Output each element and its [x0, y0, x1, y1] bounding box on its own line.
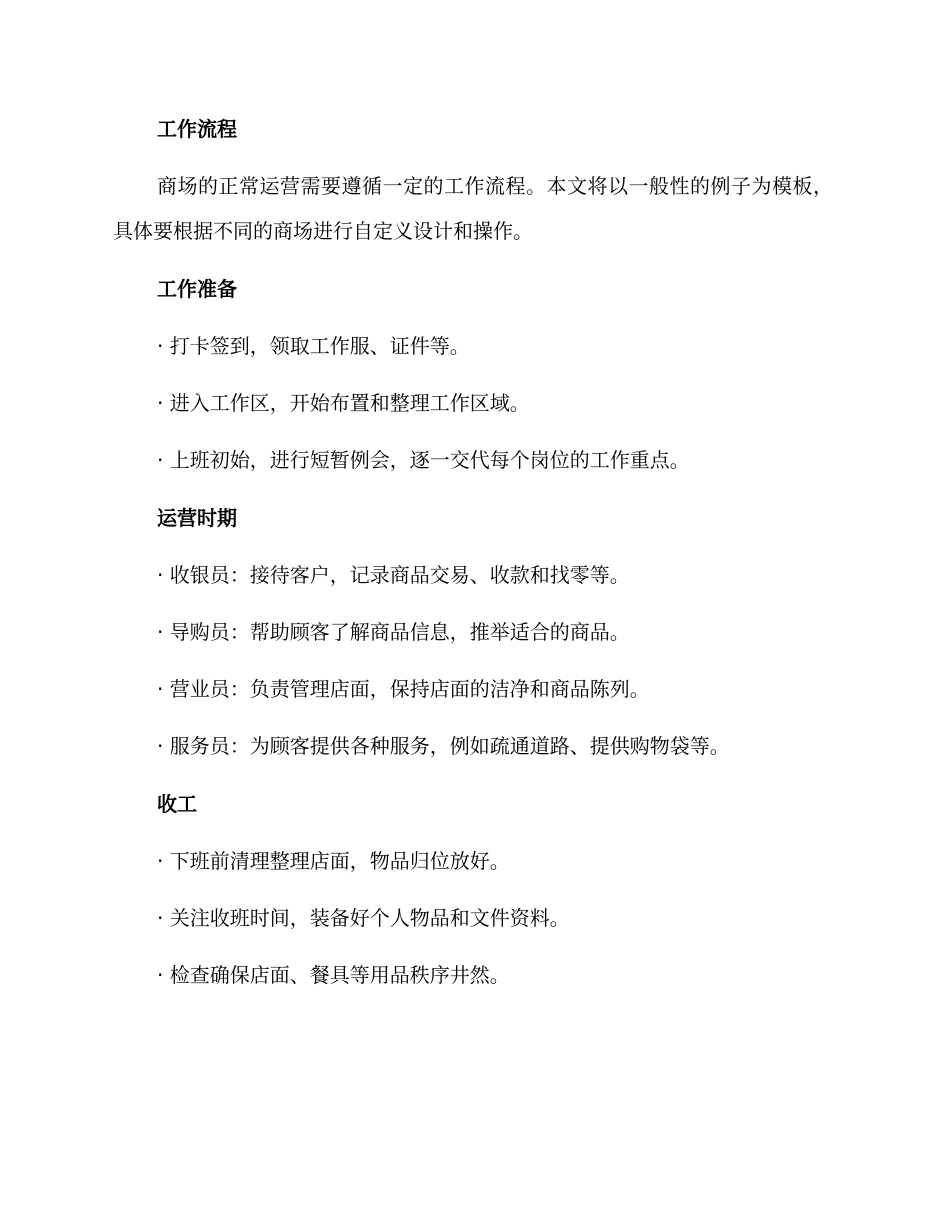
list-item: · 导购员：帮助顾客了解商品信息，推举适合的商品。 [157, 620, 630, 644]
list-item: · 服务员：为顾客提供各种服务，例如疏通道路、提供购物袋等。 [157, 734, 730, 758]
list-item: · 营业员：负责管理店面，保持店面的洁净和商品陈列。 [157, 677, 650, 701]
section-heading-closing: 收工 [157, 792, 197, 816]
list-item: · 进入工作区，开始布置和整理工作区域。 [157, 391, 530, 415]
list-item: · 上班初始，进行短暂例会，逐一交代每个岗位的工作重点。 [157, 448, 690, 472]
intro-paragraph: 商场的正常运营需要遵循一定的工作流程。本文将以一般性的例子为模板，具体要根据不同的商场进行自定义设计和操作。 [113, 174, 833, 243]
section-heading-workflow: 工作流程 [157, 117, 237, 141]
list-item: · 检查确保店面、餐具等用品秩序井然。 [157, 963, 510, 987]
list-item: · 关注收班时间，装备好个人物品和文件资料。 [157, 906, 570, 930]
list-item: · 打卡签到，领取工作服、证件等。 [157, 334, 470, 358]
list-item: · 收银员：接待客户，记录商品交易、收款和找零等。 [157, 563, 630, 587]
section-heading-operation: 运营时期 [157, 506, 237, 530]
list-item: · 下班前清理整理店面，物品归位放好。 [157, 849, 510, 873]
section-heading-preparation: 工作准备 [157, 277, 237, 301]
